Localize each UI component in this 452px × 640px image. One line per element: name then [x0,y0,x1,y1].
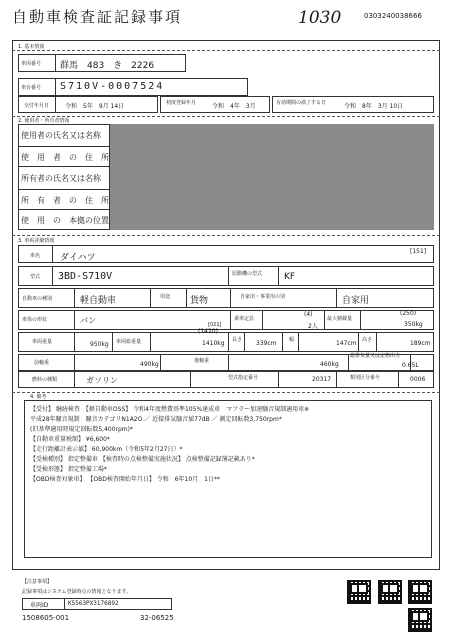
displacement-value: 0.65L [402,362,419,369]
user-name-label: 使用者の氏名又は名称 [21,131,101,140]
document-id: 1508605-001 [22,614,70,622]
expiry-date-value: 令和 8年 3月 10日 [344,103,404,110]
section-notes-heading: 4. 備考 [30,394,47,400]
document-number: 0303240038666 [364,12,422,20]
designation-number-label: 型式指定番号 [228,375,259,381]
vehicle-weight-value: 950kg [90,341,109,348]
private-commercial-label: 自家用・事業用の別 [240,294,286,300]
engine-type-label: 原動機の型式 [232,271,263,277]
width-value: 147cm [336,340,357,347]
rear-axle-value: 460kg [320,361,339,368]
section-basic-heading: 1. 基本情報 [18,44,45,50]
category-number-label: 類別区分番号 [350,375,381,381]
note-line: 【受検形態】 指定整備工場* [30,466,107,473]
document-title: 自動車検査証記録事項 [12,8,183,26]
body-shape-code: [021] [208,322,222,328]
capacity-parenthesized: (4) [304,311,313,318]
issue-date-value: 令和 5年 9月 14日 [65,103,125,110]
maker-value: ダイハツ [60,253,96,263]
first-registration-value: 令和 4年 3月 [212,103,256,110]
displacement-label: 総排気量又は定格出力 [350,353,401,359]
vehicle-id-value: K5563PX3176892 [68,600,119,607]
fuel-type-label: 燃料の種類 [32,377,58,383]
type-label: 型式 [30,274,41,280]
issue-date-label: 交付年月日 [24,103,50,109]
category-number-value: 0006 [410,376,426,383]
note-line: 平成28年騒音規制 騒音カテゴリN1A2O ／ 近接排気騒音値77dB ／ 測定回転数3,750rpm* [30,416,282,423]
front-axle-label: 前軸重 [34,360,50,366]
length-value: 339cm [256,340,277,347]
capacity-value: 2人 [308,323,318,330]
note-line: 【自動車重量税額】 ¥6,600* [30,436,110,443]
notice-text: 記録事項はシステム登録時点の情報となります。 [22,589,132,595]
handwritten-number: 1030 [298,8,342,28]
qr-code-4 [408,608,432,632]
length-label: 長さ [232,337,243,343]
note-line: 【受付】 継続検査 【軽自動車OSS】 令和4年度燃費基準105%達成車 マフラー加速騒音規制適用車※ [30,406,310,413]
section-vehicle-heading: 3. 車両詳細情報 [18,238,55,244]
note-line: (旧基準適用時規定回転数5,400rpm)* [30,426,133,433]
notes-list [30,404,430,484]
gross-weight-value: 1410kg [202,340,225,347]
rear-axle-label: 後軸重 [194,358,210,364]
qr-code-2 [378,580,402,604]
capacity-label: 乗車定員 [234,316,255,322]
owner-address-label: 所 有 者 の 住 所 [21,196,109,205]
max-load-label: 最大積載量 [327,316,353,322]
section-owner-heading: 2. 使用者・所有者情報 [18,118,70,124]
chassis-number-value: S710V-0007524 [60,81,165,92]
document-code: 32-06525 [140,614,174,622]
width-label: 幅 [289,337,295,343]
note-line: 【走行距離計表示値】 60,900km（令和5年2月27日）* [30,446,183,453]
qr-code-3 [408,580,432,604]
registration-number-value: 群馬 483 き 2226 [60,61,155,71]
type-value: 3BD-S710V [58,271,113,282]
note-line: 【OBD検査対象車】 【OBD検査開始年月日】 令和 6年10月 1日** [30,476,221,483]
fuel-type-value: ガソリン [86,376,118,385]
vehicle-id-label: 車両ID [30,602,49,609]
vehicle-weight-label: 車両重量 [32,339,53,345]
redacted-owner-info [110,124,434,230]
vehicle-kind-value: 軽自動車 [80,296,117,306]
front-axle-value: 490kg [140,361,159,368]
height-value: 189cm [410,340,431,347]
maker-code: [151] [410,248,427,255]
gross-weight-label: 車両総重量 [116,339,142,345]
qr-code-1 [347,580,371,604]
height-label: 高さ [362,337,373,343]
notice-title: 【注意事項】 [22,579,53,585]
body-shape-value: バン [80,316,96,325]
private-commercial-value: 自家用 [342,296,370,306]
vehicle-kind-label: 自動車の種別 [22,296,53,302]
user-address-label: 使 用 者 の 住 所 [21,153,109,162]
expiry-date-label: 有効期間の満了する日 [276,100,327,106]
first-registration-label: 初度登録年月 [166,100,197,106]
registration-number-label: 車両番号 [21,61,42,67]
use-label: 用途 [160,294,171,300]
designation-number-value: 20317 [312,376,332,383]
note-line: 【受検種別】 指定整備車 【検査時の点検整備実施状況】 点検整備記録簿記載あり* [30,456,255,463]
chassis-number-label: 車台番号 [21,85,42,91]
use-value: 貨物 [190,296,209,306]
body-shape-label: 車体の形状 [22,317,48,323]
max-load-value: 350kg [404,321,423,328]
base-location-label: 使 用 の 本拠の位置 [21,216,109,225]
engine-type-value: KF [284,272,296,282]
owner-name-label: 所有者の氏名又は名称 [21,174,101,183]
gross-weight-parenthesized: (1420) [198,328,218,335]
maker-label: 車名 [30,253,41,259]
max-load-parenthesized: (250) [400,310,417,317]
